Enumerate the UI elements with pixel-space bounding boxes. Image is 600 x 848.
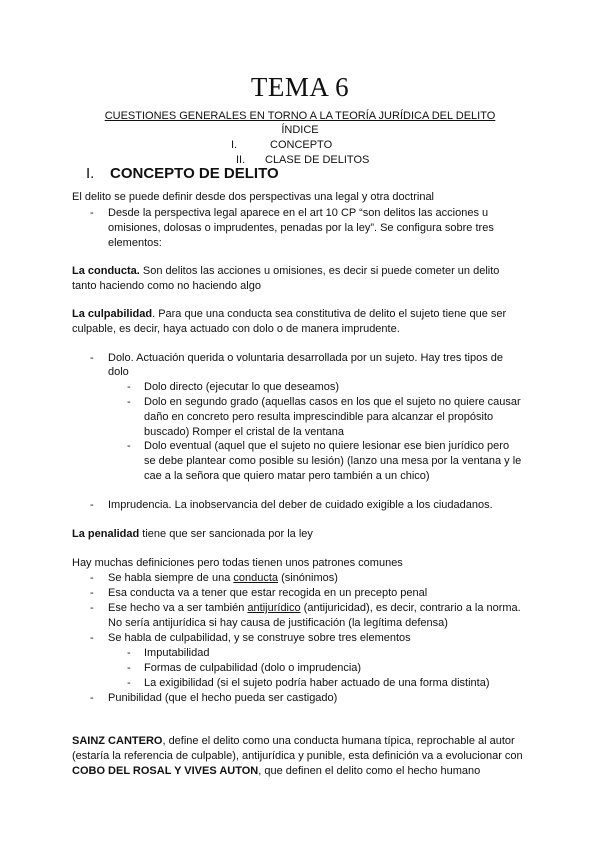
intro-paragraph: El delito se puede definir desde dos perspectivas una legal y otra doctrinal xyxy=(72,191,435,203)
dolo-line-1: Dolo. Actuación querida o voluntaria desarrollada por un sujeto. Hay tres tipos de xyxy=(108,352,504,364)
patrones-intro: Hay muchas definiciones pero todas tienen unos patrones comunes xyxy=(72,557,403,569)
bullet-dash: - xyxy=(90,572,94,584)
patron-punibilidad: Punibilidad (que el hecho pueda ser castigado) xyxy=(108,692,338,704)
patron-sub-imputabilidad: Imputabilidad xyxy=(144,647,210,659)
index-item-2-label: CLASE DE DELITOS xyxy=(265,154,370,166)
bullet-dash: - xyxy=(90,499,94,511)
dolo-line-2: dolo xyxy=(108,366,129,378)
dolo-eventual-line-1: Dolo eventual (aquel que el sujeto no quiere lesionar ese bien jurídico pero xyxy=(144,440,510,452)
legal-line-2: omisiones, dolosas o imprudentes, penadas por la ley”. Se configura sobre tres xyxy=(108,222,494,234)
culpabilidad-term: La culpabilidad xyxy=(72,308,153,320)
patron-tipicidad: Esa conducta va a tener que estar recogida en un precepto penal xyxy=(108,587,428,599)
final-line-3: COBO DEL ROSAL Y VIVES AUTON, que definen el delito como el hecho humano xyxy=(72,765,481,777)
bullet-dash: - xyxy=(90,692,94,704)
sub-bullet-dash: - xyxy=(127,662,131,674)
sub-bullet-dash: - xyxy=(127,647,131,659)
dolo-eventual-line-2: se debe plantear como posible su lesión) (lanzo una mesa por la ventana y le xyxy=(144,455,522,467)
final-line-1: SAINZ CANTERO, define el delito como una conducta humana típica, reprochable al autor xyxy=(72,735,515,747)
patron-sub-formas: Formas de culpabilidad (dolo o imprudencia) xyxy=(144,662,362,674)
final-line-2: (estaría la referencia de culpable), antijurídica y punible, esta definición va a evolucionar con xyxy=(72,750,523,762)
penalidad-term: La penalidad xyxy=(72,528,140,540)
dolo-segundo-line-2: daño en concreto pero resulta imprescindible para alcanzar el propósito xyxy=(144,411,494,423)
bullet-dash: - xyxy=(90,352,94,364)
sub-bullet-dash: - xyxy=(127,677,131,689)
index-heading: ÍNDICE xyxy=(281,124,319,136)
author-sainz-cantero: SAINZ CANTERO xyxy=(72,735,163,747)
section-heading: CONCEPTO DE DELITO xyxy=(110,165,279,182)
culpabilidad-line-1: La culpabilidad. Para que una conducta sea constitutiva de delito el sujeto tiene que ser xyxy=(72,308,507,320)
dolo-segundo-line-3: buscado) Romper el cristal de la ventana xyxy=(144,426,344,438)
sub-bullet-dash: - xyxy=(127,396,131,408)
page-subtitle: CUESTIONES GENERALES EN TORNO A LA TEORÍA JURÍDICA DEL DELITO xyxy=(104,110,496,122)
index-item-2-num: II. xyxy=(236,154,246,166)
penalidad-line: La penalidad tiene que ser sancionada por la ley xyxy=(72,528,313,540)
bullet-dash: - xyxy=(90,587,94,599)
conducta-term: La conducta. xyxy=(72,265,140,277)
sub-bullet-dash: - xyxy=(127,381,131,393)
patron-antijuridico-line-2: No sería antijurídica si hay causa de justificación (la legítima defensa) xyxy=(108,617,448,629)
conducta-line-1: La conducta. Son delitos las acciones u omisiones, es decir si puede cometer un delito xyxy=(72,265,500,277)
index-item-1-num: I. xyxy=(231,139,238,151)
sub-bullet-dash: - xyxy=(127,440,131,452)
dolo-segundo-line-1: Dolo en segundo grado (aquellas casos en los que el sujeto no quiere causar xyxy=(144,396,521,408)
page-title: TEMA 6 xyxy=(250,72,350,102)
legal-line-3: elementos: xyxy=(108,237,162,249)
culpabilidad-line-2: culpable, es decir, haya actuado con dolo o de manera imprudente. xyxy=(72,323,400,335)
legal-line-1: Desde la perspectiva legal aparece en el art 10 CP “son delitos las acciones u xyxy=(108,207,489,219)
dolo-eventual-line-3: cae a la señora que quiero matar pero también a un chico) xyxy=(144,470,430,482)
bullet-dash: - xyxy=(90,602,94,614)
index-item-1-label: CONCEPTO xyxy=(270,139,333,151)
patron-sub-exigibilidad: La exigibilidad (si el sujeto podría haber actuado de una forma distinta) xyxy=(144,677,490,689)
author-cobo-vives: COBO DEL ROSAL Y VIVES AUTON xyxy=(72,765,259,777)
dolo-directo: Dolo directo (ejecutar lo que deseamos) xyxy=(144,381,340,393)
section-number: I. xyxy=(86,165,95,182)
imprudencia-item: Imprudencia. La inobservancia del deber de cuidado exigible a los ciudadanos. xyxy=(108,499,493,511)
bullet-dash: - xyxy=(90,207,94,219)
patron-conducta: Se habla siempre de una conducta (sinónimos) xyxy=(108,572,338,584)
patron-antijuridico: Ese hecho va a ser también antijurídico (antijuricidad), es decir, contrario a la norma. xyxy=(108,602,521,614)
conducta-line-2: tanto haciendo como no haciendo algo xyxy=(72,280,261,292)
bullet-dash: - xyxy=(90,632,94,644)
patron-culpabilidad: Se habla de culpabilidad, y se construye sobre tres elementos xyxy=(108,632,411,644)
